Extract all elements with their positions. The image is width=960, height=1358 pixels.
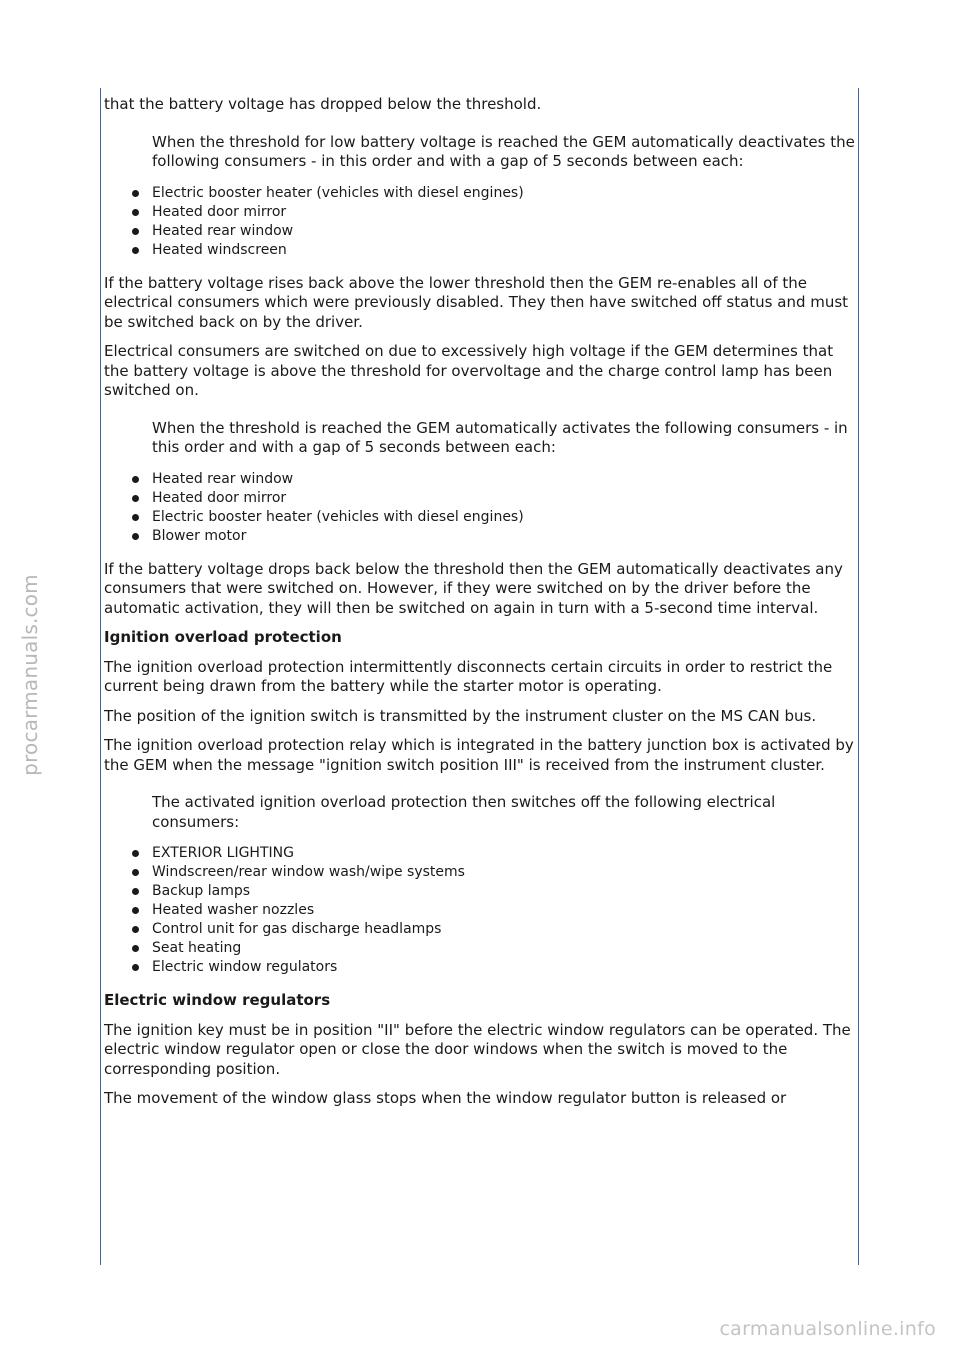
list-item: EXTERIOR LIGHTING (152, 844, 856, 863)
paragraph: that the battery voltage has dropped below the threshold. (104, 95, 542, 113)
list-item: Heated washer nozzles (152, 901, 856, 920)
paragraph: If the battery voltage rises back above the lower threshold then the GEM re-enables all of the electrical consumers which were previously disabled. They then have switched off status and must be switched back on by the driver. (104, 273, 849, 331)
paragraph: Electrical consumers are switched on due to excessively high voltage if the GEM determines that the battery voltage is above the threshold for overvoltage and the charge control lamp has been switched on. (104, 342, 834, 399)
bullet-list-deactivation (152, 184, 856, 260)
bullet-icon (132, 907, 139, 914)
page-content (104, 95, 856, 1119)
section-heading-ignition-overload: Ignition overload protection (104, 628, 342, 646)
bullet-icon (132, 945, 139, 952)
list-item: Control unit for gas discharge headlamps (152, 920, 856, 939)
paragraph: If the battery voltage drops back below the threshold then the GEM automatically deactivates any consumers that were switched on. However, if they were switched on by the driver before the automatic activation, they will then be switched on again in turn with a 5-second time interval. (104, 559, 843, 617)
indented-paragraph: When the threshold for low battery voltage is reached the GEM automatically deactivates the following consumers - in this order and with a gap of 5 seconds between each: (152, 132, 855, 170)
bullet-icon (132, 888, 139, 895)
paragraph: The ignition overload protection intermittently disconnects certain circuits in order to restrict the current being drawn from the battery while the starter motor is operating. (104, 657, 833, 695)
paragraph: The position of the ignition switch is transmitted by the instrument cluster on the MS CAN bus. (104, 706, 817, 725)
list-item: Heated rear window (152, 470, 856, 489)
bullet-icon (132, 850, 139, 857)
paragraph: The movement of the window glass stops when the window regulator button is released or (104, 1089, 787, 1107)
bullet-icon (132, 869, 139, 876)
list-item: Heated rear window (152, 222, 856, 241)
bullet-icon (132, 209, 139, 216)
list-item: Heated door mirror (152, 203, 856, 222)
list-item: Electric window regulators (152, 958, 856, 977)
bullet-icon (132, 247, 139, 254)
paragraph: The ignition overload protection relay which is integrated in the battery junction box is activated by the GEM when the message "ignition switch position III" is received from the instrument cluster. (104, 736, 854, 774)
left-rule (100, 88, 101, 1265)
list-item: Windscreen/rear window wash/wipe systems (152, 863, 856, 882)
bullet-icon (132, 514, 139, 521)
bullet-icon (132, 964, 139, 971)
side-watermark-text: procarmanuals.com (18, 574, 42, 776)
bullet-icon (132, 476, 139, 483)
bullet-list-activation (152, 470, 856, 546)
indented-paragraph: When the threshold is reached the GEM automatically activates the following consumers - in this order and with a gap of 5 seconds between each: (152, 418, 848, 456)
bullet-icon (132, 533, 139, 540)
list-item: Blower motor (152, 527, 856, 546)
right-rule (858, 88, 859, 1265)
list-item: Backup lamps (152, 882, 856, 901)
bullet-icon (132, 228, 139, 235)
list-item: Heated windscreen (152, 241, 856, 260)
bullet-list-switched-off (152, 844, 856, 977)
footer-watermark: carmanualsonline.info (719, 1318, 936, 1340)
indented-paragraph: The activated ignition overload protection then switches off the following electrical consumers: (152, 793, 776, 831)
bullet-icon (132, 495, 139, 502)
side-watermark (10, 560, 50, 790)
list-item: Seat heating (152, 939, 856, 958)
bullet-icon (132, 926, 139, 933)
list-item: Electric booster heater (vehicles with diesel engines) (152, 184, 856, 203)
list-item: Electric booster heater (vehicles with diesel engines) (152, 508, 856, 527)
section-heading-electric-windows: Electric window regulators (104, 991, 331, 1009)
list-item: Heated door mirror (152, 489, 856, 508)
bullet-icon (132, 190, 139, 197)
paragraph: The ignition key must be in position "II" before the electric window regulators can be operated. The electric window regulator open or close the door windows when the switch is moved to the corresponding position. (104, 1020, 851, 1078)
